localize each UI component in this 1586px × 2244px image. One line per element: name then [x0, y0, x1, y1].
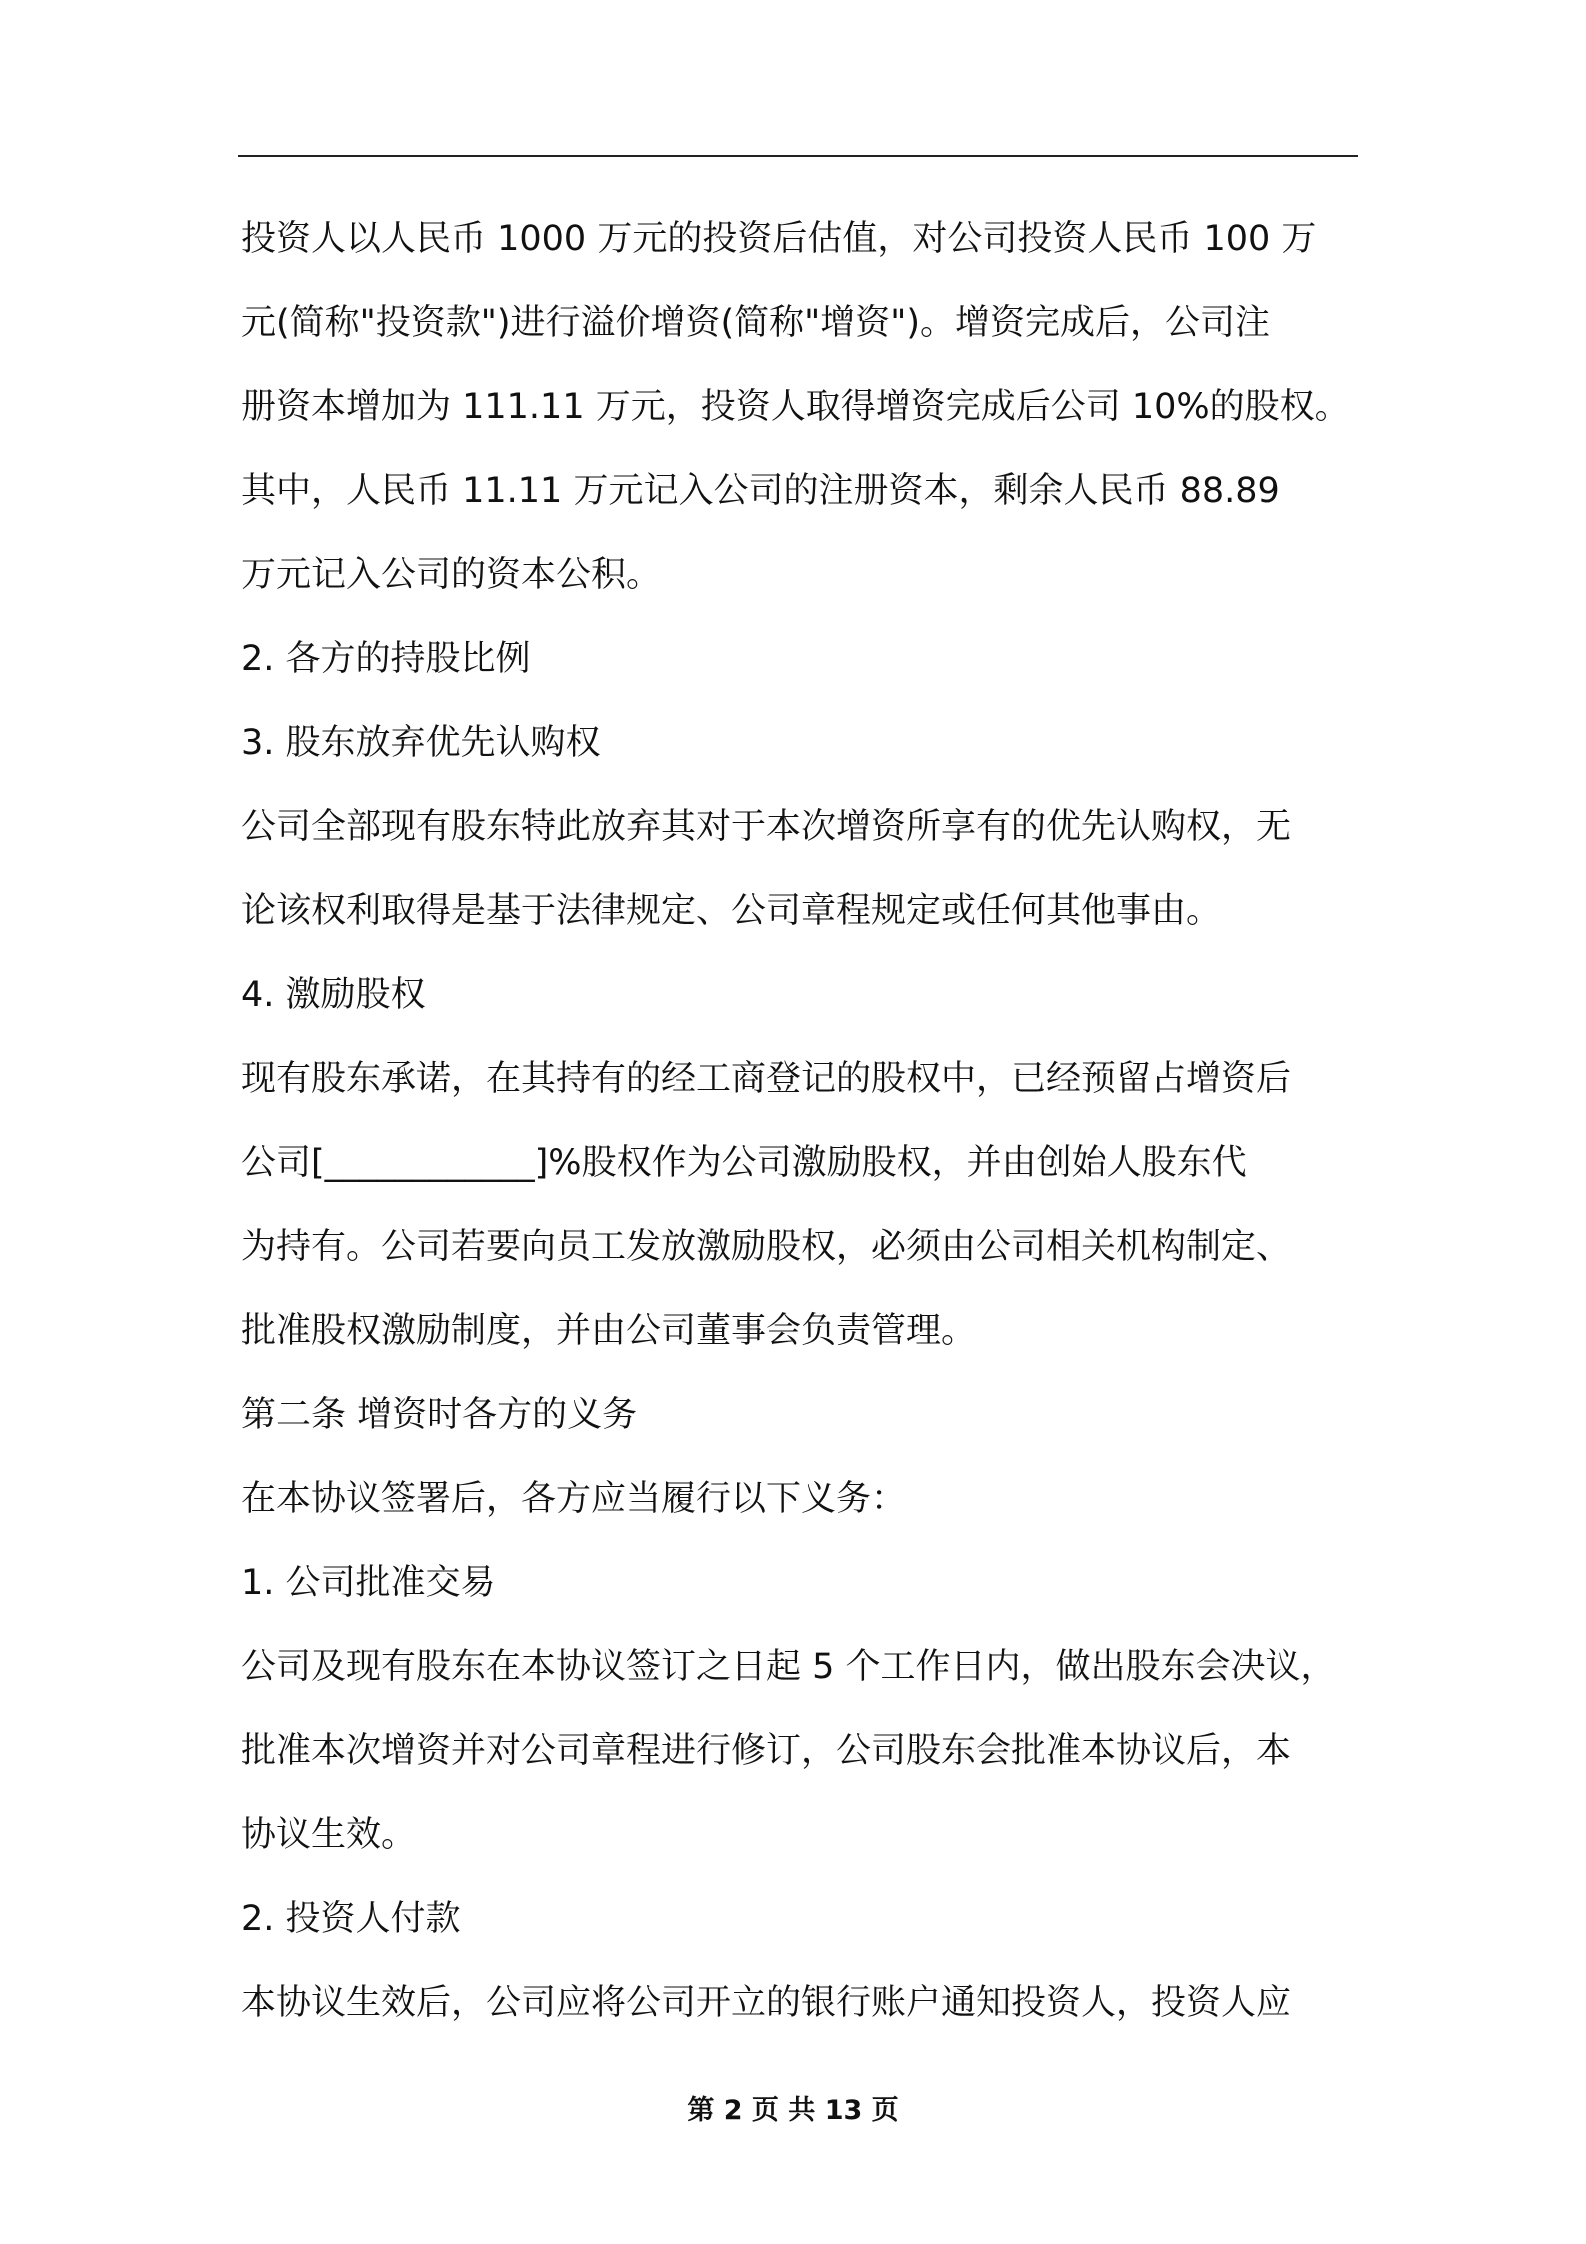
- body-line-22: 本协议生效后，公司应将公司开立的银行账户通知投资人，投资人应: [241, 1983, 1292, 2023]
- page-number: 第 2 页 共 13 页: [687, 2095, 899, 2126]
- section-heading-preemptive-right-waiver: 3. 股东放弃优先认购权: [241, 723, 601, 763]
- body-line-2: 元(简称"投资款")进行溢价增资(简称"增资")。增资完成后，公司注: [241, 303, 1271, 343]
- body-line-8: 公司全部现有股东特此放弃其对于本次增资所享有的优先认购权，无: [241, 807, 1292, 847]
- header-rule: [238, 155, 1358, 157]
- document-body: [241, 197, 1361, 2045]
- body-line-12: 公司[____________]%股权作为公司激励股权，并由创始人股东代: [241, 1143, 1247, 1183]
- body-line-4: 其中，人民币 11.11 万元记入公司的注册资本，剩余人民币 88.89: [241, 471, 1280, 511]
- body-line-19: 批准本次增资并对公司章程进行修订，公司股东会批准本协议后，本: [241, 1731, 1292, 1771]
- body-line-18: 公司及现有股东在本协议签订之日起 5 个工作日内，做出股东会决议，: [241, 1647, 1336, 1687]
- body-line-5: 万元记入公司的资本公积。: [241, 555, 662, 595]
- body-line-3: 册资本增加为 111.11 万元，投资人取得增资完成后公司 10%的股权。: [241, 387, 1350, 427]
- article-heading-2: 第二条 增资时各方的义务: [241, 1395, 638, 1435]
- body-line-14: 批准股权激励制度，并由公司董事会负责管理。: [241, 1311, 977, 1351]
- section-heading-investor-payment: 2. 投资人付款: [241, 1899, 461, 1939]
- body-line-16: 在本协议签署后，各方应当履行以下义务：: [241, 1479, 907, 1519]
- body-line-20: 协议生效。: [241, 1815, 417, 1855]
- body-line-13: 为持有。公司若要向员工发放激励股权，必须由公司相关机构制定、: [241, 1227, 1292, 1267]
- section-heading-shareholding-ratio: 2. 各方的持股比例: [241, 639, 531, 679]
- body-line-9: 论该权利取得是基于法律规定、公司章程规定或任何其他事由。: [241, 891, 1222, 931]
- section-heading-incentive-equity: 4. 激励股权: [241, 975, 426, 1015]
- body-line-1: 投资人以人民币 1000 万元的投资后估值，对公司投资人民币 100 万: [241, 219, 1317, 259]
- body-line-11: 现有股东承诺，在其持有的经工商登记的股权中，已经预留占增资后: [241, 1059, 1292, 1099]
- section-heading-company-approval: 1. 公司批准交易: [241, 1563, 496, 1603]
